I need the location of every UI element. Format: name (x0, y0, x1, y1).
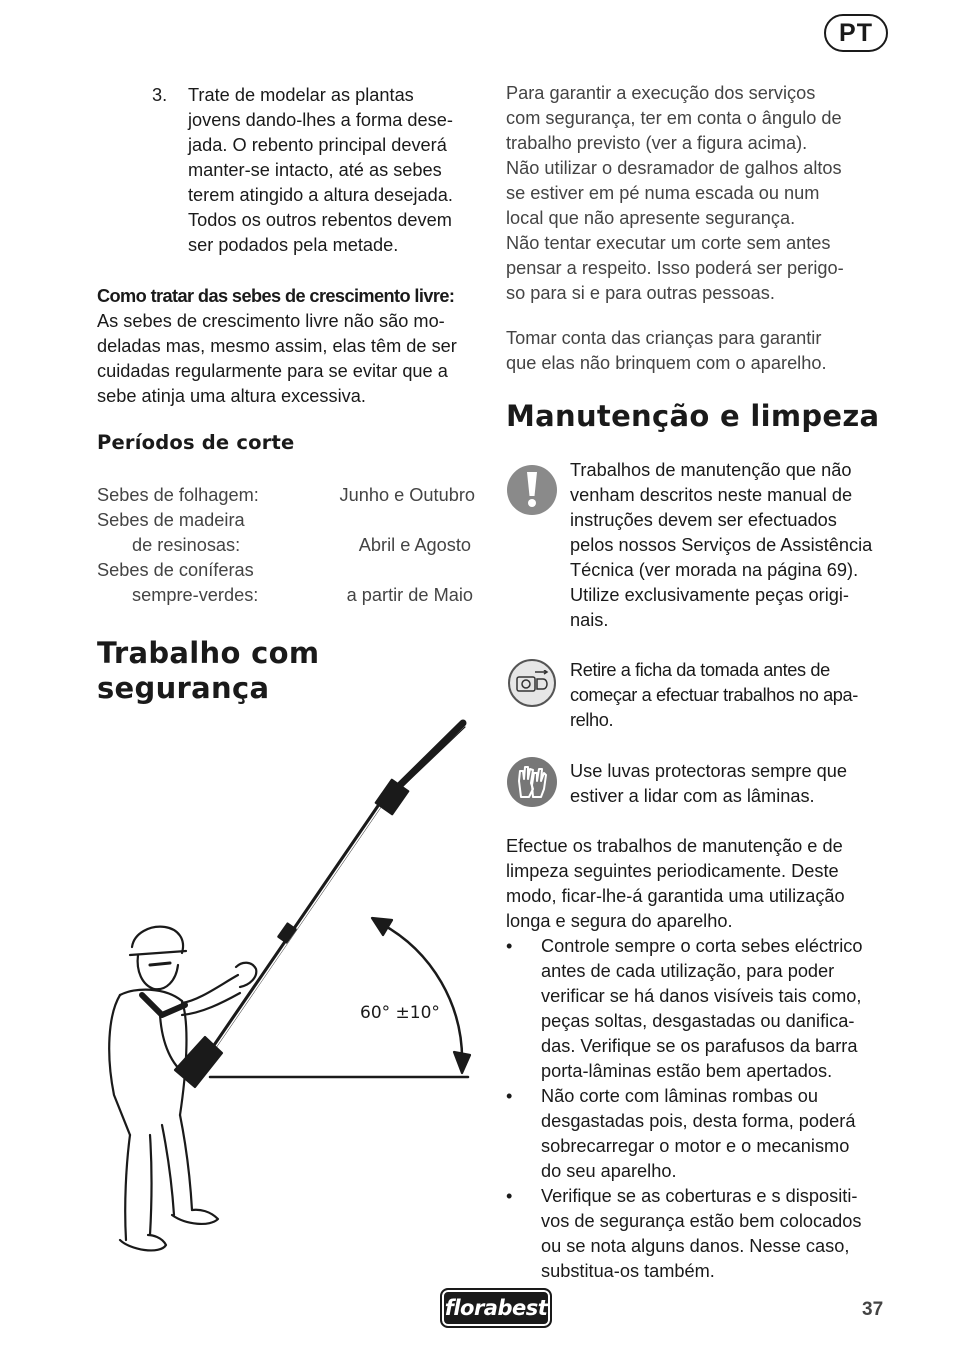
language-badge: PT (824, 14, 888, 52)
bullet-marker: • (506, 1086, 513, 1106)
text-line: so para si e para outras pessoas. (506, 283, 775, 303)
safety-intro-text (506, 81, 906, 306)
row-value: Junho e Outubro (339, 485, 475, 505)
text-line: vos de segurança estão bem colocados (541, 1211, 862, 1231)
text-line: Trabalhos de manutenção que não (570, 460, 852, 480)
unplug-text (570, 658, 900, 733)
text-line: pensar a respeito. Isso poderá ser perigo- (506, 258, 844, 278)
bullet-text (541, 1184, 862, 1284)
gloves-glyph (515, 763, 549, 801)
gloves-icon (507, 757, 557, 807)
text-line: que elas não brinquem com o aparelho. (506, 353, 827, 373)
text-line: jovens dando-lhes a forma dese- (188, 110, 453, 130)
row-label: Sebes de folhagem: (97, 485, 259, 505)
list-item (506, 1084, 906, 1184)
bullet-marker: • (506, 936, 513, 956)
list-item (506, 934, 906, 1084)
table-row (97, 583, 475, 608)
text-line: limpeza seguintes periodicamente. Deste (506, 861, 839, 881)
safety-angle-figure (90, 715, 490, 1265)
text-line: Não tentar executar um corte sem antes (506, 233, 831, 253)
safety-heading (97, 636, 319, 706)
children-warning-text (506, 326, 906, 376)
table-row (97, 558, 475, 583)
text-line: pelos nossos Serviços de Assistência (570, 535, 873, 555)
text-line: peças soltas, desgastadas ou danifica- (541, 1011, 855, 1031)
text-line: instruções devem ser efectuados (570, 510, 837, 530)
text-line: estiver a lidar com as lâminas. (570, 786, 815, 806)
text-line: modo, ficar-lhe-á garantida uma utilização (506, 886, 845, 906)
text-line: trabalho previsto (ver a figura acima). (506, 133, 808, 153)
brand-logo: florabest (440, 1288, 552, 1328)
list-item-text (188, 83, 453, 258)
text-line: terem atingido a altura desejada. (188, 185, 453, 205)
exclamation-glyph (525, 472, 539, 508)
angle-label: 60° ±10° (360, 1003, 440, 1023)
text-line: ser podados pela metade. (188, 235, 399, 255)
warning-text (570, 458, 900, 633)
list-number: 3. (152, 85, 168, 105)
row-label: sempre-verdes: (132, 585, 259, 605)
cutting-periods-heading: Períodos de corte (97, 431, 295, 454)
maintenance-bullet-list (506, 934, 906, 1284)
text-line: venham descritos neste manual de (570, 485, 853, 505)
periodic-maintenance-text (506, 834, 906, 934)
numbered-list-item-3 (152, 83, 482, 258)
text-line: Técnica (ver morada na página 69). (570, 560, 859, 580)
text-line: Para garantir a execução dos serviços (506, 83, 816, 103)
table-row (97, 483, 475, 508)
text-line: cuidadas regularmente para se evitar que a (97, 361, 448, 381)
gloves-text (570, 759, 900, 809)
row-value: a partir de Maio (346, 585, 473, 605)
text-line: Trate de modelar as plantas (188, 85, 414, 105)
bullet-text (541, 934, 862, 1084)
text-line: Use luvas protectoras sempre que (570, 761, 847, 781)
text-line: longa e segura do aparelho. (506, 911, 733, 931)
free-hedges-section (97, 284, 487, 409)
text-line: nais. (570, 610, 609, 630)
plug-glyph (515, 670, 549, 696)
table-row (97, 508, 475, 533)
text-line: Retire a ficha da tomada antes de (570, 660, 830, 680)
table-row (97, 533, 475, 558)
exclamation-icon (507, 465, 557, 515)
text-line: Tomar conta das crianças para garantir (506, 328, 822, 348)
text-line: se estiver em pé numa escada ou num (506, 183, 820, 203)
text-line: antes de cada utilização, para poder (541, 961, 835, 981)
text-line: As sebes de crescimento livre não são mo- (97, 311, 445, 331)
text-line: Utilize exclusivamente peças origi- (570, 585, 849, 605)
text-line: desgastadas pois, desta forma, poderá (541, 1111, 856, 1131)
cutting-periods-table (97, 483, 475, 608)
text-line: do seu aparelho. (541, 1161, 677, 1181)
text-line: Todos os outros rebentos devem (188, 210, 452, 230)
row-value: Abril e Agosto (358, 535, 471, 555)
text-line: porta-lâminas estão bem apertados. (541, 1061, 833, 1081)
free-hedges-heading: Como tratar das sebes de crescimento livre: (97, 286, 455, 306)
text-line: verificar se há danos visíveis tais como, (541, 986, 862, 1006)
row-label: Sebes de coníferas (97, 560, 254, 580)
text-line: jada. O rebento principal deverá (188, 135, 447, 155)
bullet-text (541, 1084, 855, 1184)
text-line: local que não apresente segurança. (506, 208, 796, 228)
text-line: das. Verifique se os parafusos da barra (541, 1036, 858, 1056)
text-line: relho. (570, 710, 614, 730)
heading-line: Trabalho com (97, 636, 320, 670)
text-line: Controle sempre o corta sebes eléctrico (541, 936, 863, 956)
unplug-icon (508, 659, 556, 707)
text-line: sebe atinja uma altura excessiva. (97, 386, 366, 406)
heading-line: segurança (97, 671, 270, 705)
maintenance-heading: Manutenção e limpeza (506, 399, 880, 433)
row-label: de resinosas: (132, 535, 241, 555)
text-line: Não utilizar o desramador de galhos altos (506, 158, 842, 178)
text-line: Efectue os trabalhos de manutenção e de (506, 836, 843, 856)
row-label: Sebes de madeira (97, 510, 245, 530)
text-line: Não corte com lâminas rombas ou (541, 1086, 818, 1106)
page-number: 37 (862, 1299, 884, 1320)
text-line: Verifique se as coberturas e s dispositi- (541, 1186, 858, 1206)
bullet-marker: • (506, 1186, 513, 1206)
text-line: começar a efectuar trabalhos no apa- (570, 685, 858, 705)
text-line: sobrecarregar o motor e o mecanismo (541, 1136, 850, 1156)
text-line: com segurança, ter em conta o ângulo de (506, 108, 842, 128)
list-item (506, 1184, 906, 1284)
text-line: deladas mas, mesmo assim, elas têm de ser (97, 336, 457, 356)
text-line: substitua-os também. (541, 1261, 715, 1281)
text-line: ou se nota alguns danos. Nesse caso, (541, 1236, 850, 1256)
text-line: manter-se intacto, até as sebes (188, 160, 442, 180)
